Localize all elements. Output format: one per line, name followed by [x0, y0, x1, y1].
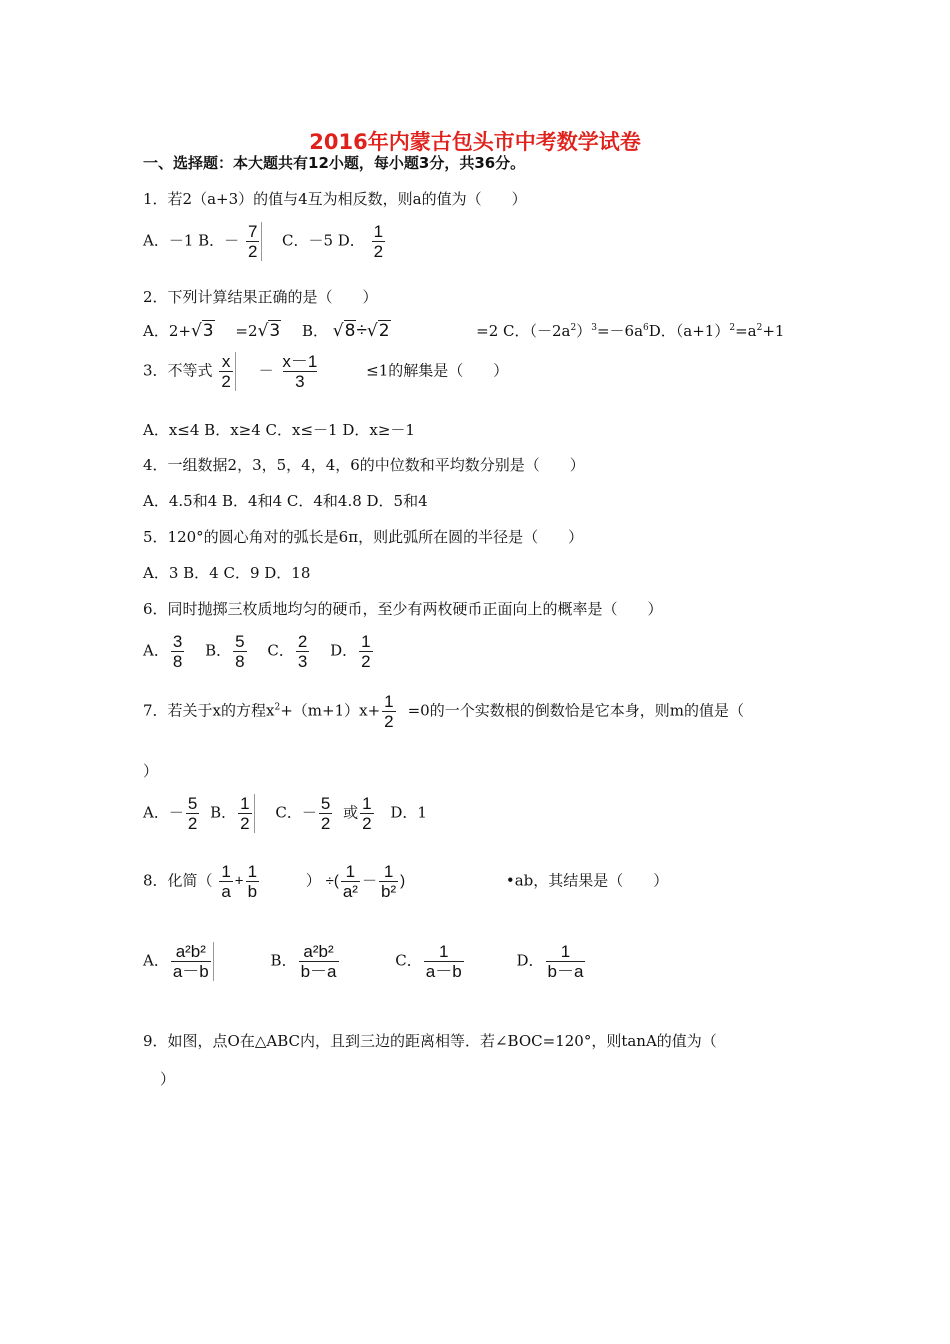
- q8-fraction-c: $\frac{1}{a-b}$: [425, 942, 462, 981]
- q8-fraction-1-b: $\frac{1}{b}$: [247, 862, 258, 901]
- q8-fraction-d: $\frac{1}{b-a}$: [547, 942, 584, 981]
- question-7-options: A．－ $\frac{5}{2}$ B． $\frac{1}{2}$ C．－ $\frac{5}{2}$ 或 $\frac{1}{2}$ D．1: [143, 794, 427, 833]
- q7-fraction-c: $\frac{5}{2}$: [320, 794, 331, 833]
- q1-option-a-b: A．－1 B．－: [143, 231, 240, 250]
- question-7-stem: 7．若关于x的方程$x^2+(m+1)x+$ $\frac{1}{2}$ =0的一个实数根的倒数恰是它本身，则m的值是（: [143, 692, 744, 731]
- sqrt-8: √8: [332, 321, 356, 341]
- q7-fraction-half: $\frac{1}{2}$: [384, 692, 394, 731]
- question-3-options: A．x≤4 B．x≥4 C．x≤－1 D．x≥－1: [143, 421, 415, 439]
- question-2-options: A．2+√3 =2√3 B． √8÷√2 =2 C．$(-2a^2)^3=-6a^6D$．$(a+1)^2=a^2+1$: [143, 320, 785, 341]
- q8-fraction-a: $\frac{\text{a²b²}}{a-b}$: [171, 942, 214, 981]
- q3-fraction-x-1-3: $\frac{x-1}{3}$: [282, 352, 318, 391]
- question-9-close: ）: [160, 1070, 176, 1088]
- question-5-options: A．3 B．4 C．9 D．18: [143, 564, 311, 582]
- question-3-stem: 3．不等式 $\frac{x}{2}$ － $\frac{x-1}{3}$ ≤1的解集是（ ）: [143, 352, 509, 391]
- q7-fraction-b: $\frac{1}{2}$: [238, 794, 254, 833]
- section-heading: 一、选择题：本大题共有12小题，每小题3分，共36分。: [143, 154, 526, 172]
- q1-option-c-d: C．－5 D．: [281, 231, 365, 250]
- question-1-options: [143, 222, 387, 261]
- sqrt-3-a: √3: [190, 321, 214, 341]
- page-title: 2016年内蒙古包头市中考数学试卷: [309, 130, 641, 154]
- q6-fraction-c: $\frac{2}{3}$: [297, 632, 308, 671]
- q8-fraction-1-a: $\frac{1}{a}$: [221, 862, 231, 901]
- question-7-close: ）: [143, 762, 159, 780]
- question-4-stem: 4．一组数据2，3，5，4，4，6的中位数和平均数分别是（ ）: [143, 456, 585, 474]
- question-9-stem: 9．如图，点O在△ABC内，且到三边的距离相等．若∠BOC=120°，则tanA的值为（: [143, 1032, 717, 1050]
- question-6-options: A． $\frac{3}{8}$ B． $\frac{5}{8}$ C． $\frac{2}{3}$ D． $\frac{1}{2}$: [143, 632, 371, 671]
- question-8-options: A． $\frac{\text{a²b²}}{a-b}$ B． $\frac{\text{a²b²}}{b-a}$ C． $\frac{1}{a-b}$ D． $\frac{1}{b-a}$: [143, 942, 584, 981]
- question-6-stem: 6．同时抛掷三枚质地均匀的硬币，至少有两枚硬币正面向上的概率是（ ）: [143, 600, 663, 618]
- q1-fraction-d: $\frac{1}{2}$: [373, 222, 384, 261]
- q8-fraction-1-b2: $\frac{1}{\text{b²}}$: [380, 862, 397, 901]
- q8-fraction-1-a2: $\frac{1}{\text{a²}}$: [342, 862, 358, 901]
- q8-fraction-b: $\frac{\text{a²b²}}{b-a}$: [300, 942, 337, 981]
- q3-fraction-x-2: $\frac{x}{2}$: [219, 352, 235, 391]
- q1-fraction-b: $\frac{7}{2}$: [246, 222, 262, 261]
- question-5-stem: 5．120°的圆心角对的弧长是6π，则此弧所在圆的半径是（ ）: [143, 528, 584, 546]
- q6-fraction-a: $\frac{3}{8}$: [172, 632, 183, 671]
- sqrt-3-b: √3: [257, 321, 281, 341]
- question-2-stem: 2．下列计算结果正确的是（ ）: [143, 288, 378, 306]
- q6-fraction-d: $\frac{1}{2}$: [361, 632, 371, 671]
- q7-fraction-or: $\frac{1}{2}$: [362, 794, 372, 833]
- q6-fraction-b: $\frac{5}{8}$: [235, 632, 245, 671]
- question-4-options: A．4.5和4 B．4和4 C．4和4.8 D．5和4: [143, 492, 428, 510]
- q7-fraction-a: $\frac{5}{2}$: [187, 794, 198, 833]
- question-8-stem: 8．化简（ $\frac{1}{a}$ + $\frac{1}{b}$ ） ÷( $\frac{1}{\text{a²}}$ － $\frac{1}{\text{b²}}$ ) •ab，其结果是（ ）: [143, 862, 669, 901]
- question-1-stem: 1．若2（a+3）的值与4互为相反数，则a的值为（ ）: [143, 190, 527, 208]
- sqrt-2: √2: [366, 321, 390, 341]
